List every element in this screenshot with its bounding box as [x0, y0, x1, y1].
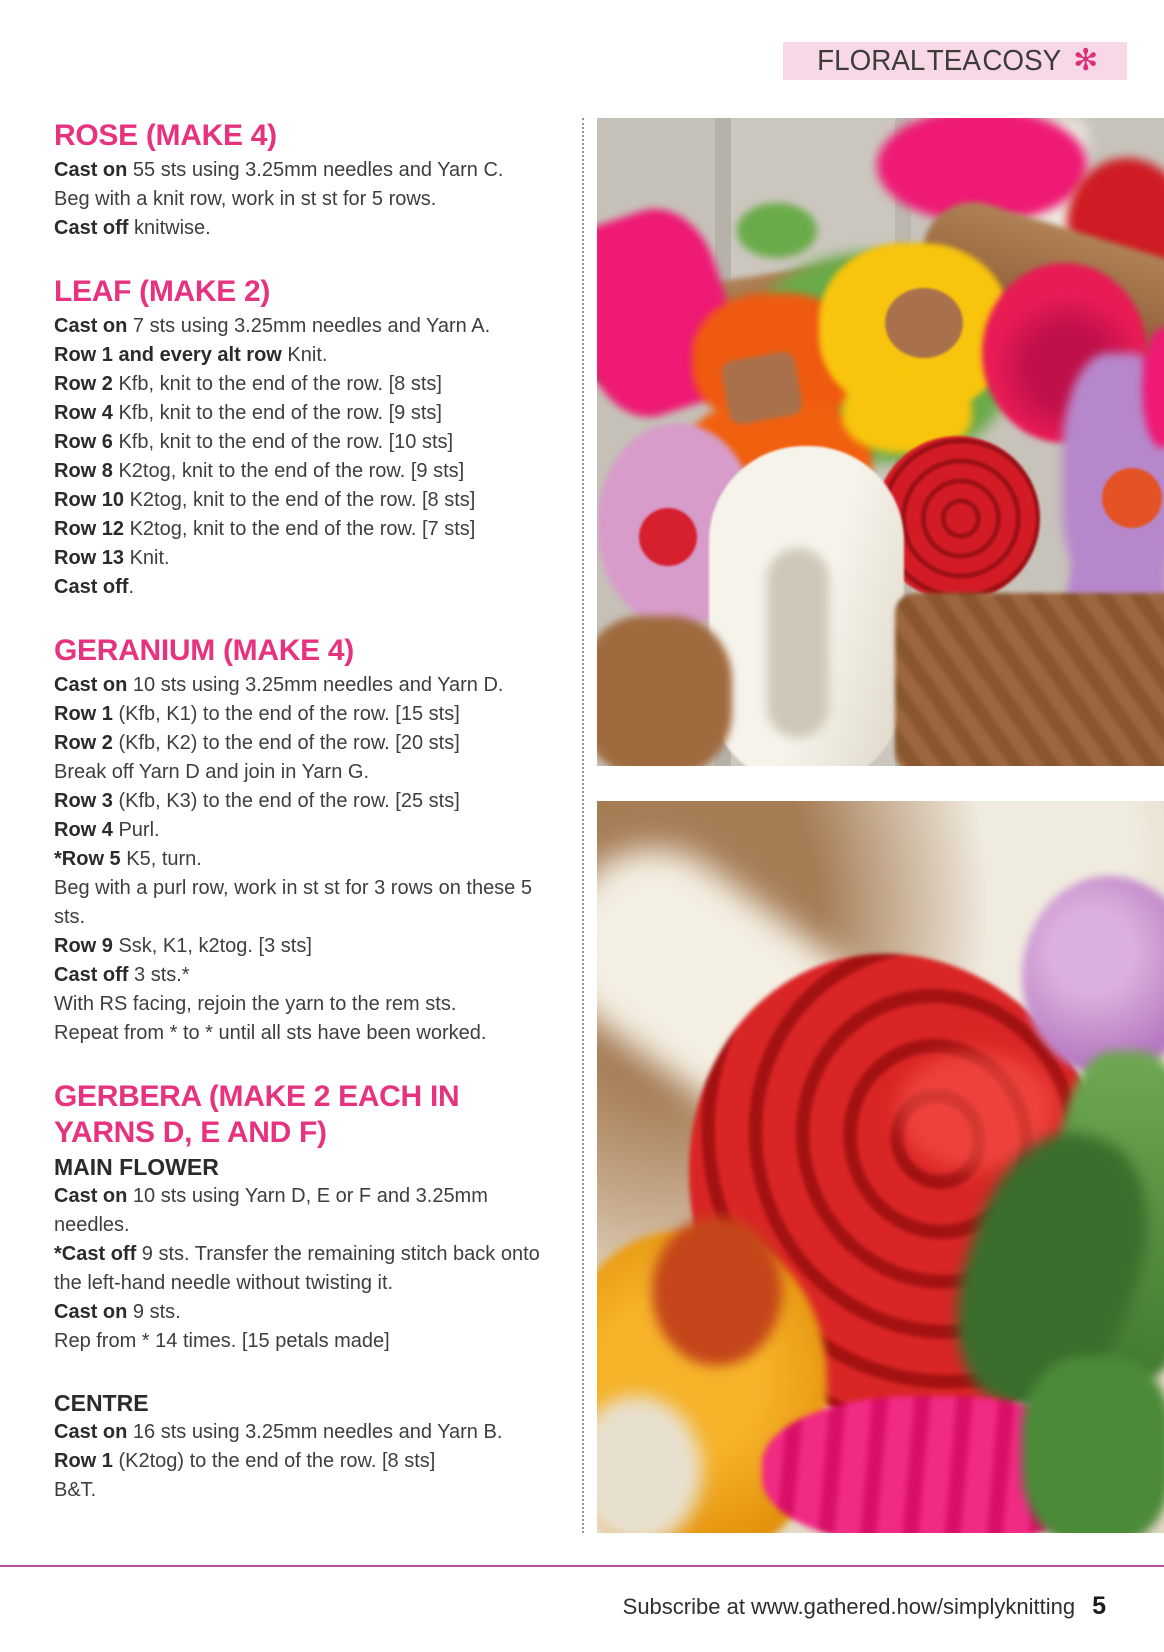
subscribe-text: Subscribe at www.gathered.how/simplyknitting — [622, 1594, 1076, 1619]
pattern-section — [54, 120, 566, 243]
instruction-text: Row 10 K2tog, knit to the end of the row. [8 sts] — [54, 489, 476, 511]
instruction-text: Rep from * 14 times. [15 petals made] — [54, 1330, 390, 1352]
section-heading: ROSE (MAKE 4) — [54, 119, 277, 152]
tea-cosy-overview-photo — [597, 118, 1164, 766]
instruction-text: B&T. — [54, 1479, 97, 1501]
instruction-text: *Cast off 9 sts. Transfer the remaining stitch back onto the left-hand needle without twisting it. — [54, 1243, 540, 1294]
instruction-text: Beg with a knit row, work in st st for 5 rows. — [54, 188, 437, 210]
flower-centre-blob — [885, 288, 963, 358]
pattern-section — [54, 635, 566, 1048]
instruction-text: Cast on 10 sts using 3.25mm needles and Yarn D. — [54, 674, 504, 696]
brown-knit-blob — [597, 616, 732, 766]
instruction-text: With RS facing, rejoin the yarn to the rem sts. — [54, 993, 457, 1015]
flower-centre-blob — [639, 508, 697, 566]
instruction-text: Row 9 Ssk, K1, k2tog. [3 sts] — [54, 935, 312, 957]
instruction-text: Row 4 Kfb, knit to the end of the row. [9 sts] — [54, 402, 442, 424]
instruction-text: Row 4 Purl. — [54, 819, 160, 841]
instruction-text: Row 1 and every alt row Knit. — [54, 344, 328, 366]
section-heading: GERBERA (MAKE 2 EACH IN — [54, 1080, 460, 1113]
section-subheading: MAIN FLOWER — [54, 1154, 219, 1180]
instruction-text: Row 1 (Kfb, K1) to the end of the row. [15 sts] — [54, 703, 460, 725]
instruction-text: Cast off knitwise. — [54, 217, 211, 239]
instruction-text: Cast off 3 sts.* — [54, 964, 190, 986]
pattern-section — [54, 1389, 566, 1505]
daisy-centre-blob — [1102, 468, 1162, 528]
instruction-text: Row 13 Knit. — [54, 547, 170, 569]
flower-icon: ✻ — [1073, 43, 1099, 78]
section-heading: LEAF (MAKE 2) — [54, 275, 271, 308]
instruction-text: Cast on 9 sts. — [54, 1301, 181, 1323]
page-title: FLORAL TEA COSY — [816, 44, 1062, 77]
instruction-text: Repeat from * to * until all sts have been worked. — [54, 1022, 487, 1044]
instruction-text: Row 2 Kfb, knit to the end of the row. [8 sts] — [54, 373, 442, 395]
footer-rule — [0, 1565, 1164, 1567]
instruction-text: Beg with a purl row, work in st st for 3 rows on these 5 sts. — [54, 877, 532, 928]
instruction-text: Cast on 7 sts using 3.25mm needles and Yarn A. — [54, 315, 491, 337]
green-leaf-blob — [1022, 1356, 1164, 1533]
footer — [623, 1592, 1106, 1621]
instruction-text: Row 3 (Kfb, K3) to the end of the row. [25 sts] — [54, 790, 460, 812]
instruction-text: Break off Yarn D and join in Yarn G. — [54, 761, 369, 783]
rust-yarn-blob — [652, 1216, 782, 1366]
instruction-text: Row 12 K2tog, knit to the end of the row. [7 sts] — [54, 518, 476, 540]
instruction-text: Cast on 10 sts using Yarn D, E or F and 3.25mm needles. — [54, 1185, 488, 1236]
section-subheading: CENTRE — [54, 1390, 149, 1416]
header-banner — [783, 42, 1127, 80]
instruction-text: Row 6 Kfb, knit to the end of the row. [10 sts] — [54, 431, 454, 453]
tan-knit-square — [720, 350, 804, 426]
green-leaf-blob — [737, 203, 817, 258]
teapot-handle-shadow — [767, 548, 829, 738]
section-heading: GERANIUM (MAKE 4) — [54, 634, 354, 667]
brown-basketweave-knit — [895, 593, 1164, 766]
instruction-text: Cast off. — [54, 576, 135, 598]
instruction-text: Row 1 (K2tog) to the end of the row. [8 sts] — [54, 1450, 436, 1472]
page-number: 5 — [1092, 1592, 1106, 1620]
section-heading: YARNS D, E AND F) — [54, 1116, 327, 1149]
instruction-text: Row 8 K2tog, knit to the end of the row. [9 sts] — [54, 460, 465, 482]
pattern-section — [54, 276, 566, 602]
instruction-text: *Row 5 K5, turn. — [54, 848, 202, 870]
pattern-section — [54, 1081, 566, 1356]
pattern-column — [54, 120, 566, 1538]
dotted-divider-line — [582, 118, 584, 1533]
instruction-text: Row 2 (Kfb, K2) to the end of the row. [20 sts] — [54, 732, 460, 754]
red-rose-closeup-photo — [597, 801, 1164, 1533]
instruction-text: Cast on 55 sts using 3.25mm needles and Yarn C. — [54, 159, 504, 181]
instruction-text: Cast on 16 sts using 3.25mm needles and Yarn B. — [54, 1421, 503, 1443]
